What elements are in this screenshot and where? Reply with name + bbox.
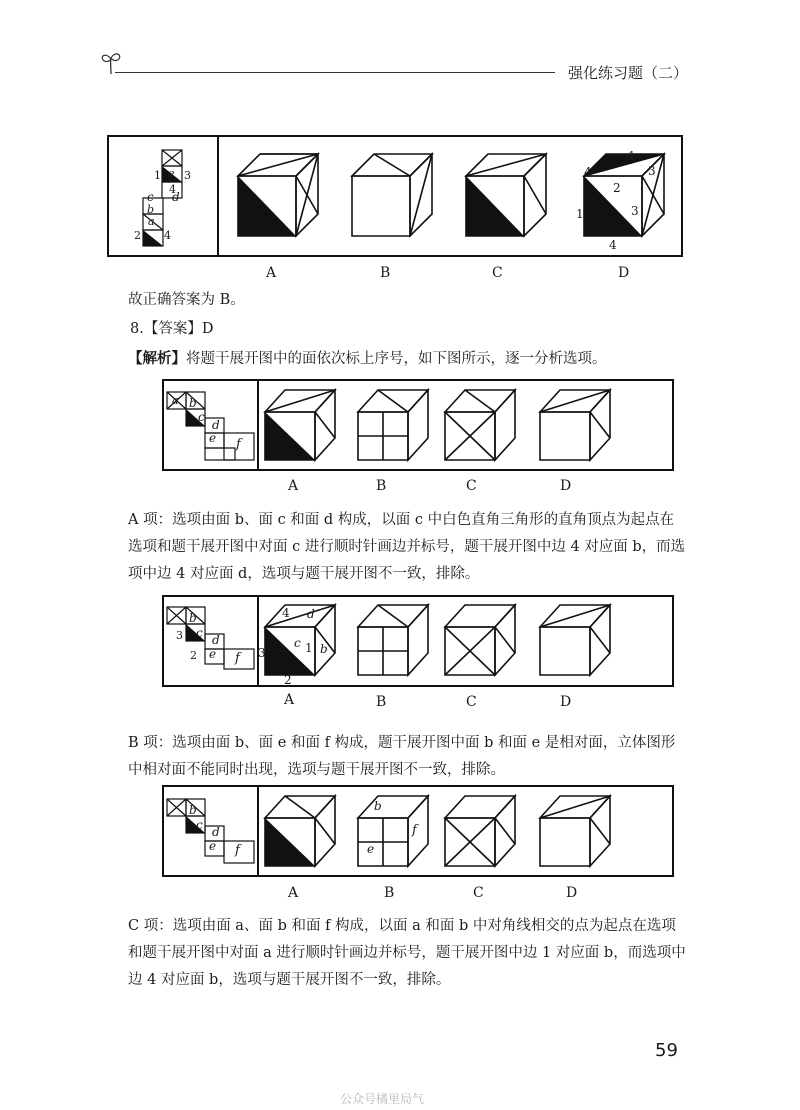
fig3-a-face-d: d <box>307 607 315 621</box>
fig4-label-d: D <box>566 885 578 901</box>
fig1-d-num-1b: 1 <box>576 207 584 221</box>
fig1-face-c: c <box>147 190 154 204</box>
fig3-face-f: f <box>235 651 240 666</box>
fig1-label-d: D <box>618 265 630 281</box>
fig3-a-num-2: 2 <box>284 673 292 687</box>
fig3-a-num-3: 3 <box>258 646 266 660</box>
fig4-b-face-e: e <box>367 842 375 856</box>
fig4-b-face-f: f <box>412 823 417 838</box>
fig2-label-d: D <box>560 478 572 494</box>
fig2-face-e: e <box>209 431 217 445</box>
section-title: 强化练习题（二） <box>568 64 689 82</box>
watermark: 公众号橘里局气 <box>340 1092 425 1106</box>
fig3-a-num-1: 1 <box>305 641 313 655</box>
fig3-face-d: d <box>212 633 220 647</box>
fig3-num-2: 2 <box>190 649 197 662</box>
fig2-face-a: a <box>172 394 179 407</box>
fig1-num-1: 1 <box>154 169 161 182</box>
fig1-num-2: 2 <box>134 229 141 242</box>
fig1-face-b: b <box>147 203 155 216</box>
fig3-a-face-c: c <box>294 636 301 650</box>
answer-value: D <box>201 321 214 337</box>
option-c-analysis: C 项：选项由面 a、面 b 和面 f 构成，以面 a 和面 b 中对角线相交的点为起点在选项和题干展开图中对面 a 进行顺时针画边并标号，题干展开图中边 1 对应面 b，而选项中边 4 对应面 b，选项与题干展开图不一致，排除。 <box>128 918 686 988</box>
fig1-label-a: A <box>266 265 277 281</box>
fig1-label-c: C <box>492 265 503 281</box>
conclusion-text: 故正确答案为 B。 <box>128 292 245 308</box>
option-b-analysis: B 项：选项由面 b、面 e 和面 f 构成，题干展开图中面 b 和面 e 是相对面，立体图形中相对面不能同时出现，选项与题干展开图不一致，排除。 <box>128 735 676 778</box>
fig1-face-d: d <box>172 190 180 204</box>
page-number: 59 <box>655 1040 678 1061</box>
fig2-label-a: A <box>288 478 299 494</box>
fig3-face-b: b <box>189 611 197 625</box>
fig3-label-d: D <box>560 694 572 710</box>
analysis-label: 【解析】 <box>128 350 186 367</box>
answer-prefix: 8.【答案】 <box>130 321 202 337</box>
fig4-face-d: d <box>212 825 220 839</box>
fig1-face-e: e <box>168 167 175 180</box>
fig2-face-b: b <box>189 396 197 410</box>
fig1-d-num-3: 3 <box>648 164 656 178</box>
fig1-d-num-3b: 3 <box>631 204 639 218</box>
fig4-face-f: f <box>235 843 240 858</box>
fig4-face-c: c <box>196 818 203 832</box>
fig3-label-c: C <box>466 694 477 710</box>
fig4-face-e: e <box>209 839 217 853</box>
fig3-a-face-b: b <box>320 642 328 656</box>
fig1-face-a: a <box>148 215 155 228</box>
fig1-num-4b: 4 <box>164 229 171 242</box>
fig2-face-f: f <box>236 437 241 452</box>
option-a-analysis: A 项：选项由面 b、面 c 和面 d 构成，以面 c 中白色直角三角形的直角顶点为起点在选项和题干展开图中对面 c 进行顺时针画边并标号，题干展开图中边 4 对应面 b，而选项中边 4 对应面 d，选项与题干展开图不一致，排除。 <box>128 512 686 582</box>
fig1-d-num-1: 1 <box>628 149 636 163</box>
fig3-label-a: A <box>284 692 295 708</box>
analysis-text: 将题干展开图中的面依次标上序号，如下图所示，逐一分析选项。 <box>186 351 607 367</box>
fig4-b-face-b: b <box>374 799 382 813</box>
fig1-d-num-2: 2 <box>613 181 621 195</box>
fig4-label-a: A <box>288 885 299 901</box>
fig2-face-d: d <box>212 418 220 432</box>
fig1-num-4: 4 <box>169 183 176 196</box>
fig2-label-b: B <box>376 478 387 494</box>
fig3-a-num-4: 4 <box>282 606 290 620</box>
fig4-face-b: b <box>189 803 197 817</box>
fig3-face-e: e <box>209 647 217 661</box>
fig1-d-num-4b: 4 <box>609 238 617 252</box>
fig1-label-b: B <box>380 265 391 281</box>
fig2-label-c: C <box>466 478 477 494</box>
fig3-label-b: B <box>376 694 387 710</box>
fig1-num-3: 3 <box>184 169 191 182</box>
fig4-label-b: B <box>384 885 395 901</box>
fig1-d-num-4: 4 <box>584 165 592 179</box>
fig3-face-c: c <box>196 626 203 640</box>
fig4-label-c: C <box>473 885 484 901</box>
fig2-face-c: c <box>198 410 205 424</box>
fig3-num-3: 3 <box>176 629 183 642</box>
